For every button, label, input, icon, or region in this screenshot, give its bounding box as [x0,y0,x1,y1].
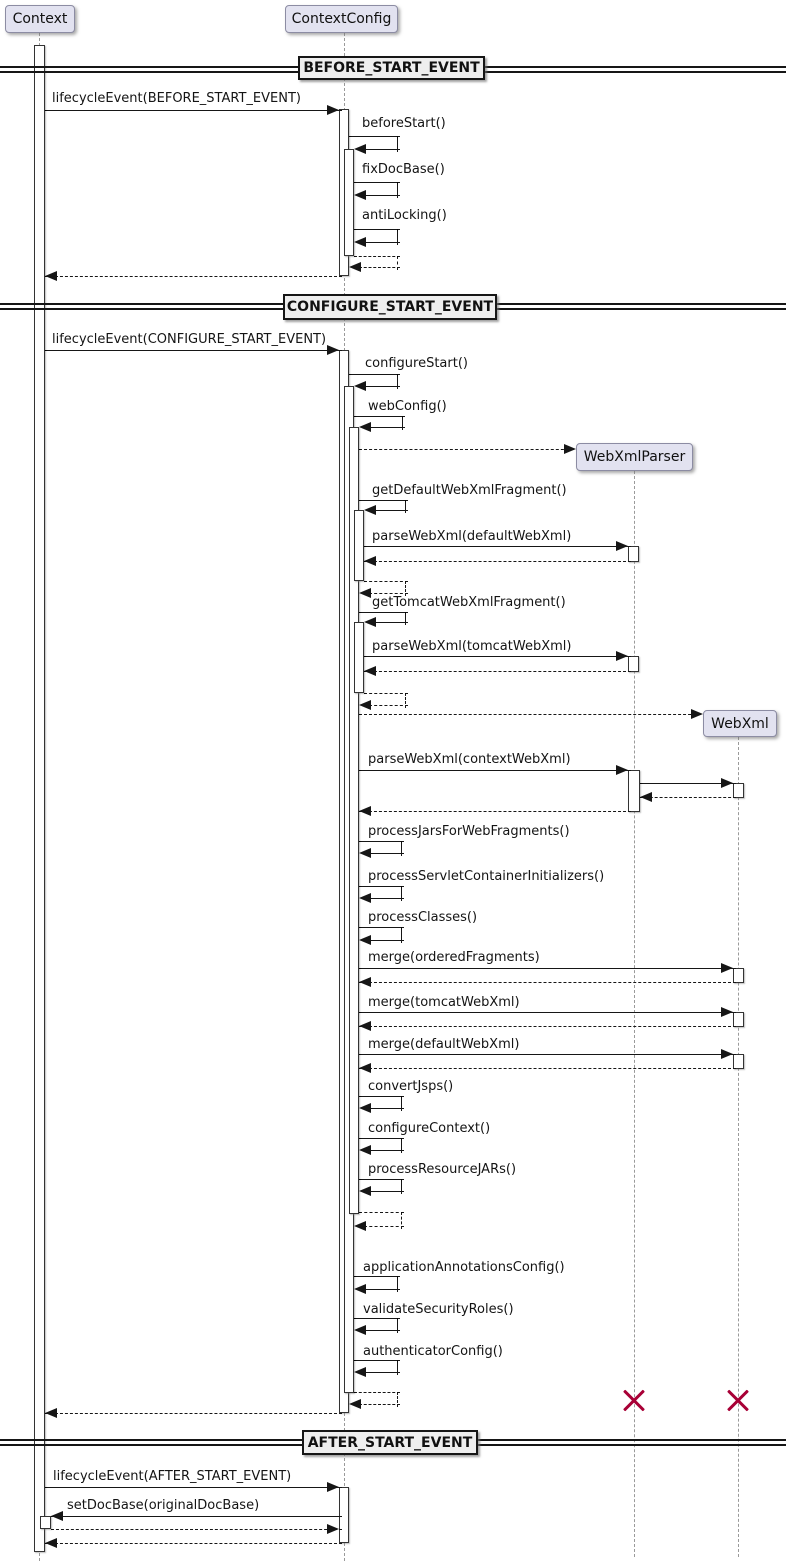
self-message-bottom [369,1108,404,1109]
self-message-label: processClasses() [368,910,478,925]
self-message-label: authenticatorConfig() [363,1344,503,1359]
self-message-top [359,841,404,842]
arrowhead-right [616,765,628,775]
activation-webxml-merge-ordered [733,968,744,983]
message-line [45,1487,342,1488]
message-line [364,671,631,672]
self-message-top [359,500,408,501]
message-line [640,797,736,798]
self-message-side [405,500,406,513]
participant-webxmlparser: WebXmlParser [576,443,693,471]
arrowhead-right [721,963,733,973]
message-label: parseWebXml(defaultWebXml) [372,529,572,544]
arrowhead-left [354,1325,366,1335]
self-message-top [359,1138,404,1139]
self-message-bottom [364,149,400,150]
message-line [359,811,631,812]
arrowhead-left [359,1145,371,1155]
self-message-label: getDefaultWebXmlFragment() [372,483,567,498]
arrowhead-right [327,345,339,355]
message-line [359,770,631,771]
self-message-bottom [364,1330,400,1331]
activation-wxp-parse-context [628,770,640,812]
message-line [364,656,631,657]
self-message-label: configureStart() [365,356,468,371]
self-message-top [354,1360,400,1361]
arrowhead-left [349,262,361,272]
self-message-label: getTomcatWebXmlFragment() [372,595,566,610]
self-message-top [354,229,400,230]
message-line [359,1012,736,1013]
arrowhead-left [349,1399,361,1409]
arrowhead-left [51,1511,63,1521]
activation-cc-getdefaultfragment [354,510,364,581]
self-message-top [359,886,404,887]
arrowhead-right [721,1049,733,1059]
arrowhead-left [359,1021,371,1031]
self-message-bottom [374,622,408,623]
arrowhead-left [359,848,371,858]
message-line [45,276,342,277]
message-line [364,561,631,562]
self-message-bottom [359,1404,400,1405]
arrowhead-right [721,778,733,788]
message-line [51,1529,342,1530]
self-message-label: fixDocBase() [362,162,445,177]
arrowhead-left [45,1538,57,1548]
self-message-top [354,1276,400,1277]
message-label: lifecycleEvent(AFTER_START_EVENT) [53,1469,292,1484]
message-line [359,714,706,715]
arrowhead-left [45,271,57,281]
message-line [45,1413,342,1414]
arrowhead-left [364,666,376,676]
arrowhead-left [364,617,376,627]
participant-webxml: WebXml [703,710,777,737]
arrowhead-right [616,651,628,661]
arrowhead-right [564,444,576,454]
self-message-label: processResourceJARs() [368,1162,517,1177]
activation-webxml-parse-context [733,783,744,798]
arrowhead-left [354,1367,366,1377]
message-line [359,1026,736,1027]
message-line [359,1068,736,1069]
self-message-bottom [374,510,408,511]
self-message-bottom [369,940,404,941]
lifeline-webxml [738,737,739,1557]
self-message-bottom [369,427,405,428]
self-message-top [359,612,408,613]
message-line [359,1054,736,1055]
message-label: setDocBase(originalDocBase) [67,1498,260,1513]
arrowhead-left [359,935,371,945]
arrowhead-right [327,1524,339,1534]
message-label: lifecycleEvent(CONFIGURE_START_EVENT) [52,332,327,347]
activation-wxp-parse-tomcat [628,656,639,672]
self-message-bottom [364,1372,400,1373]
arrowhead-left [640,792,652,802]
self-message-label: validateSecurityRoles() [363,1302,514,1317]
self-message-label: applicationAnnotationsConfig() [363,1260,565,1275]
self-message-bottom [359,267,400,268]
activation-cc-gettomcatfragment [354,622,364,693]
destroy-icon-webxml [725,1388,751,1414]
activation-cc-beforestart [344,149,354,256]
self-message-label: configureContext() [368,1121,491,1136]
self-message-top [349,374,400,375]
activation-context-setdocbase [40,1516,51,1529]
self-message-label: convertJsps() [368,1079,454,1094]
self-message-label: processServletContainerInitializers() [368,869,605,884]
message-line [359,968,736,969]
arrowhead-left [359,893,371,903]
self-message-bottom [369,853,404,854]
message-line [364,546,631,547]
self-message-top [359,1179,404,1180]
self-message-top [359,927,404,928]
message-label: parseWebXml(contextWebXml) [368,752,571,767]
self-message-top [349,136,400,137]
self-message-label: antiLocking() [362,208,447,223]
arrowhead-left [354,381,366,391]
self-message-top [354,1392,400,1393]
message-line [359,449,579,450]
message-line [51,1516,342,1517]
self-message-bottom [364,1289,400,1290]
arrowhead-right [616,541,628,551]
self-message-top [354,1318,400,1319]
message-line [45,350,342,351]
arrowhead-right [327,1482,339,1492]
self-message-label: webConfig() [368,399,447,414]
arrowhead-left [354,190,366,200]
arrowhead-left [359,700,371,710]
arrowhead-left [359,977,371,987]
message-label: merge(orderedFragments) [368,950,540,965]
self-message-label: beforeStart() [362,116,446,131]
arrowhead-left [359,588,371,598]
arrowhead-left [359,422,371,432]
self-message-bottom [369,1191,404,1192]
arrowhead-right [721,1007,733,1017]
arrowhead-left [354,1221,366,1231]
self-message-bottom [364,1226,404,1227]
arrowhead-left [354,1284,366,1294]
self-message-bottom [364,386,400,387]
message-line [45,110,342,111]
self-message-side [405,612,406,625]
self-message-bottom [369,898,404,899]
arrowhead-left [354,144,366,154]
destroy-icon-webxmlparser [621,1388,647,1414]
activation-cc-after-event [339,1487,349,1543]
self-message-bottom [369,705,408,706]
arrowhead-left [364,505,376,515]
participant-contextconfig: ContextConfig [285,5,398,33]
message-label: parseWebXml(tomcatWebXml) [372,639,572,654]
arrowhead-left [354,237,366,247]
activation-webxml-merge-default [733,1054,744,1069]
activation-context-main [34,45,45,1552]
arrowhead-right [691,709,703,719]
self-message-bottom [369,1150,404,1151]
self-message-top [359,1096,404,1097]
self-message-top [354,182,400,183]
message-label: lifecycleEvent(BEFORE_START_EVENT) [52,91,301,106]
self-message-bottom [369,593,408,594]
arrowhead-left [45,1408,57,1418]
activation-wxp-parse-default [628,546,639,562]
divider-label-after_start_event: AFTER_START_EVENT [302,1430,478,1455]
self-message-bottom [364,242,400,243]
self-message-top [359,1212,404,1213]
divider-label-before_start_event: BEFORE_START_EVENT [298,56,485,80]
message-line [359,982,736,983]
arrowhead-left [359,1103,371,1113]
self-message-bottom [364,195,400,196]
self-message-top [354,256,400,257]
message-label: merge(tomcatWebXml) [368,995,520,1010]
self-message-top [364,693,408,694]
activation-webxml-merge-tomcat [733,1012,744,1027]
arrowhead-left [359,1186,371,1196]
arrowhead-right [327,105,339,115]
self-message-top [364,581,408,582]
self-message-label: processJarsForWebFragments() [368,824,570,839]
participant-context: Context [5,5,75,33]
arrowhead-left [364,556,376,566]
message-label: merge(defaultWebXml) [368,1037,520,1052]
self-message-top [354,416,405,417]
arrowhead-left [359,1063,371,1073]
message-line [45,1543,342,1544]
arrowhead-left [359,806,371,816]
divider-label-configure_start_event: CONFIGURE_START_EVENT [283,294,497,320]
